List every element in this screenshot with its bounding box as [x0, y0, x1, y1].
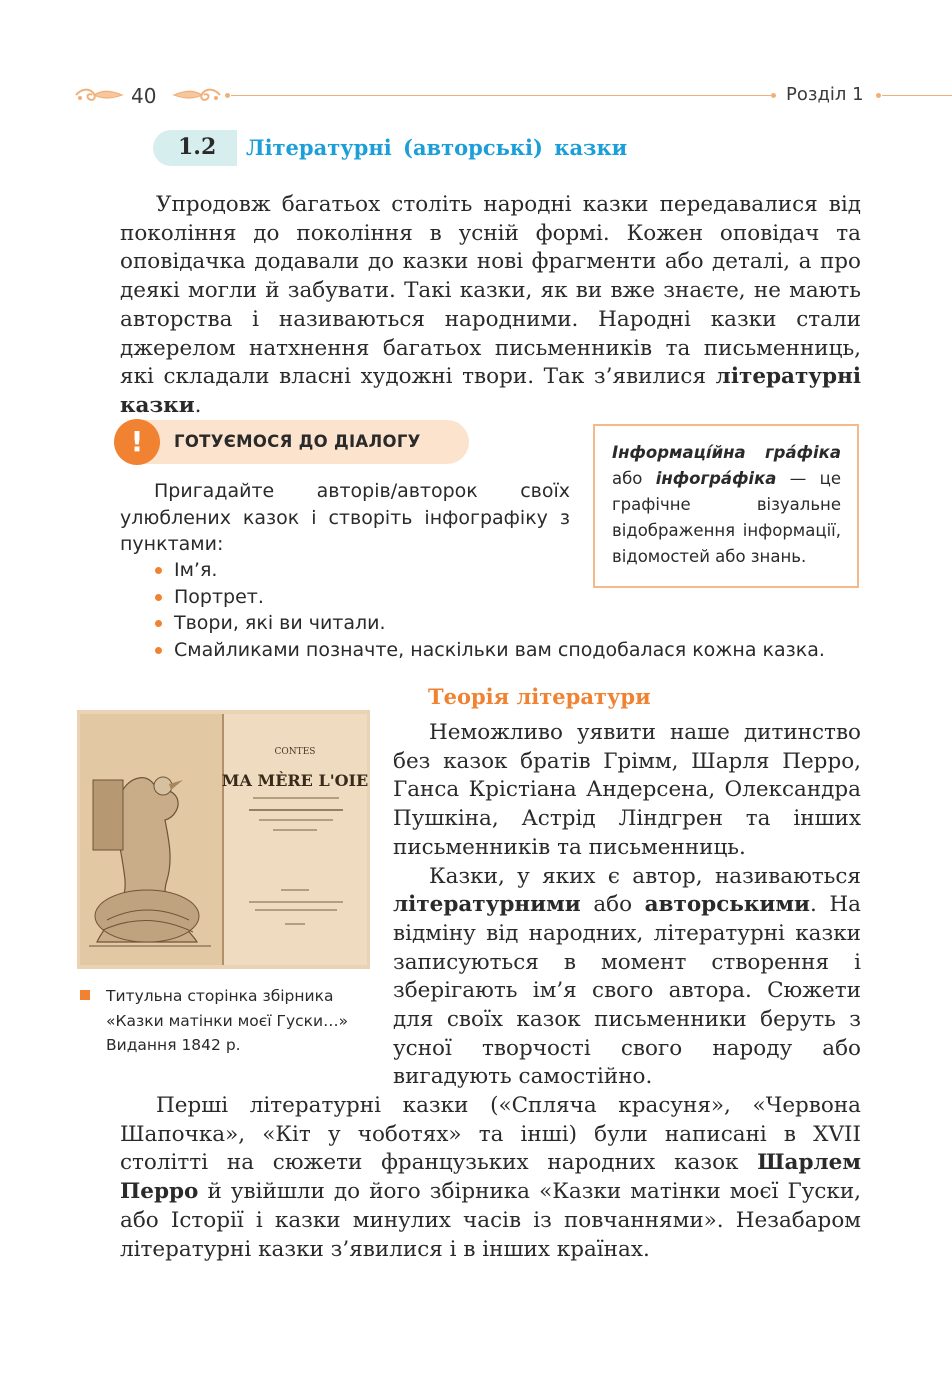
- list-item: Смайликами позначте, наскільки вам сподобалася кожна казка.: [154, 637, 825, 664]
- list-item: Твори, які ви читали.: [154, 610, 825, 637]
- list-item: Портрет.: [154, 584, 825, 611]
- header-dot: [225, 93, 230, 98]
- infographic-definition-box: Інформаці́йна гра́фіка або інфогра́фіка — це графічне візуальне відображення інформації, відомостей або знань.: [593, 424, 859, 588]
- term-literary-tales: літературні казки: [120, 364, 861, 418]
- header-dot: [876, 93, 881, 98]
- closing-paragraph: Перші літературні казки («Спляча красуня», «Червона Шапочка», «Кіт у чоботях» та інші) були написані в XVII столітті на сюжети французьких народних казок Шарлем Перро й увійшли до його збірника «Казки матінки моєї Гуски, або Історії і казки минулих часів із повчаннями». Незабаром літературні казки з’явилися і в інших країнах.: [120, 1093, 861, 1262]
- figure-caption: Титульна сторінка збірника «Казки матінки моєї Гуски…» Видання 1842 р.: [106, 987, 349, 1054]
- header-rule: [231, 95, 771, 96]
- list-item: Ім’я.: [154, 557, 825, 584]
- section-title: Літературні (авторські) казки: [246, 135, 628, 160]
- svg-text:CONTES: CONTES: [274, 747, 316, 757]
- header-dot: [771, 93, 776, 98]
- ornament-left-icon: [74, 84, 124, 106]
- page-number: 40: [131, 84, 157, 108]
- author-name: Шарлем Перро: [120, 1150, 861, 1205]
- exclamation-icon: !: [114, 419, 160, 465]
- dialog-text: Пригадайте авторів/авторок своїх улюблених казок і створіть інфографіку з пунктами:: [120, 480, 570, 555]
- section-number: 1.2: [178, 134, 217, 160]
- svg-text:MA MÈRE L'OIE: MA MÈRE L'OIE: [221, 771, 369, 790]
- term-infographic: інфогра́фіка: [655, 469, 777, 488]
- book-title-page-image: [77, 710, 370, 969]
- theory-heading: Теорія літератури: [428, 684, 651, 709]
- header-rule: [882, 95, 952, 96]
- chapter-label: Розділ 1: [786, 84, 864, 105]
- term-infographic-full: Інформаці́йна гра́фіка: [612, 443, 841, 462]
- intro-paragraph: Упродовж багатьох століть народні казки передавалися від покоління до покоління в усній формі. Кожен оповідач та оповідачка додавали до казки нові фрагменти або деталі, а про деякі могли й забувати. Такі казки, як ви вже знаєте, не мають авторства і називаються народними. Народні казки стали джерелом натхнення багатьох письменників та письменниць, які складали власні художні твори. Так з’явилися літературні казки.: [120, 192, 861, 418]
- term-literary: літературними: [393, 892, 581, 918]
- theory-paragraph: Неможливо уявити наше дитинство без казок братів Грімм, Шарля Перро, Ганса Крістіана Андерсена, Олександра Пушкіна, Астрід Ліндгрен та інших письменників та письменниць. Казки, у яких є автор, називаються літературними або авторськими. На відміну від народних, літературні казки записуються в момент створення і зберігають ім’я свого автора. Сюжети для своїх казок письменники беруть з усної творчості свого народу або вигадують самостійно.: [393, 720, 861, 1090]
- ornament-right-icon: [172, 84, 222, 106]
- dialog-title: ГОТУЄМОСЯ ДО ДІАЛОГУ: [174, 432, 421, 451]
- term-authorial: авторськими: [644, 892, 810, 918]
- caption-marker: [80, 990, 90, 1000]
